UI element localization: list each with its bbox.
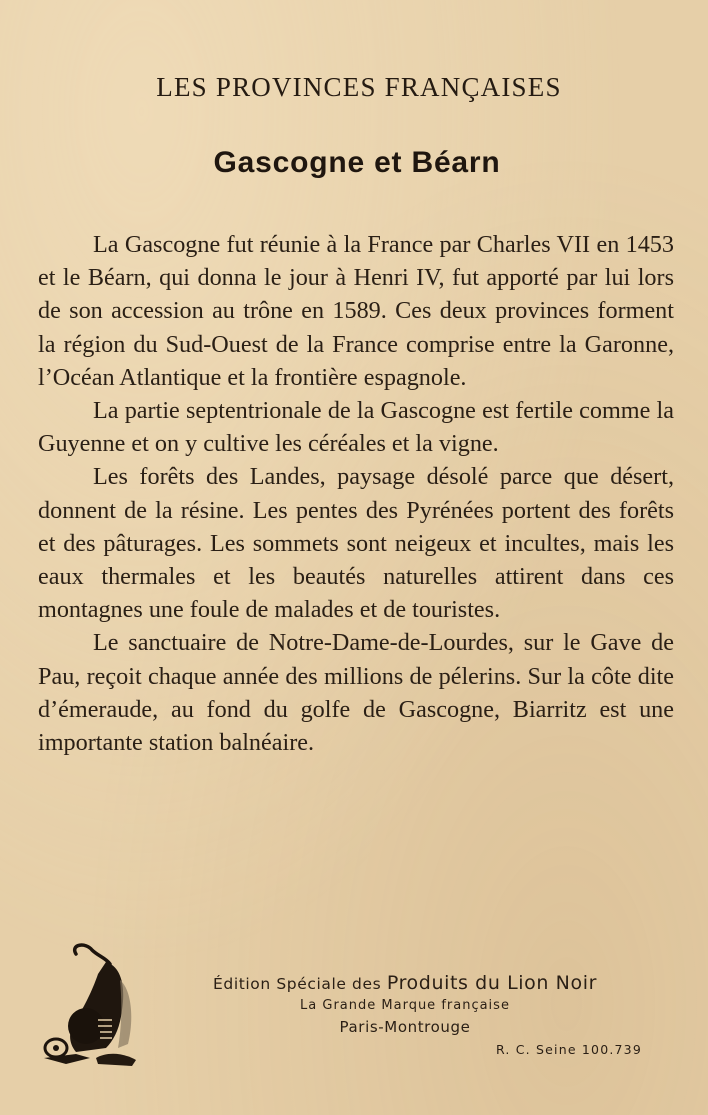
edition-prefix: Édition Spéciale des — [212, 975, 382, 993]
paragraph: Les forêts des Landes, paysage désolé parce que désert, donnent de la résine. Les pentes des Pyrénées portent des forêts et des pâturages. Les sommets sont neigeux et incultes, mais les eaux thermales et les beautés naturelles attirent dans ces montagnes une foule de malades et de touristes. — [38, 463, 674, 624]
edition-brand: Produits du Lion Noir — [386, 972, 597, 994]
article-body — [38, 228, 674, 759]
black-lion-icon — [36, 940, 154, 1070]
paragraph: Le sanctuaire de Notre-Dame-de-Lourdes, sur le Gave de Pau, reçoit chaque année des millions de pélerins. Sur la côte dite d’émeraude, au fond du golfe de Gascogne, Biarritz est une importante station balnéaire. — [38, 629, 674, 757]
edition-line — [160, 972, 650, 994]
series-heading: LES PROVINCES FRANÇAISES — [156, 72, 562, 102]
paragraph: La Gascogne fut réunie à la France par Charles VII en 1453 et le Béarn, qui donna le jour à Henri IV, fut apporté par lui lors de son accession au trône en 1589. Ces deux provinces forment la région du Sud-Ouest de la France comprise entre la Garonne, l’Océan Atlantique et la frontière espagnole. — [38, 231, 674, 391]
city: Paris-Montrouge — [339, 1018, 471, 1036]
page-title: Gascogne et Béarn — [213, 146, 501, 179]
tagline: La Grande Marque française — [300, 998, 510, 1013]
registration-number: R. C. Seine 100.739 — [495, 1042, 642, 1057]
publisher-imprint — [160, 972, 650, 1057]
paragraph: La partie septentrionale de la Gascogne est fertile comme la Guyenne et on y cultive les céréales et la vigne. — [38, 397, 674, 458]
